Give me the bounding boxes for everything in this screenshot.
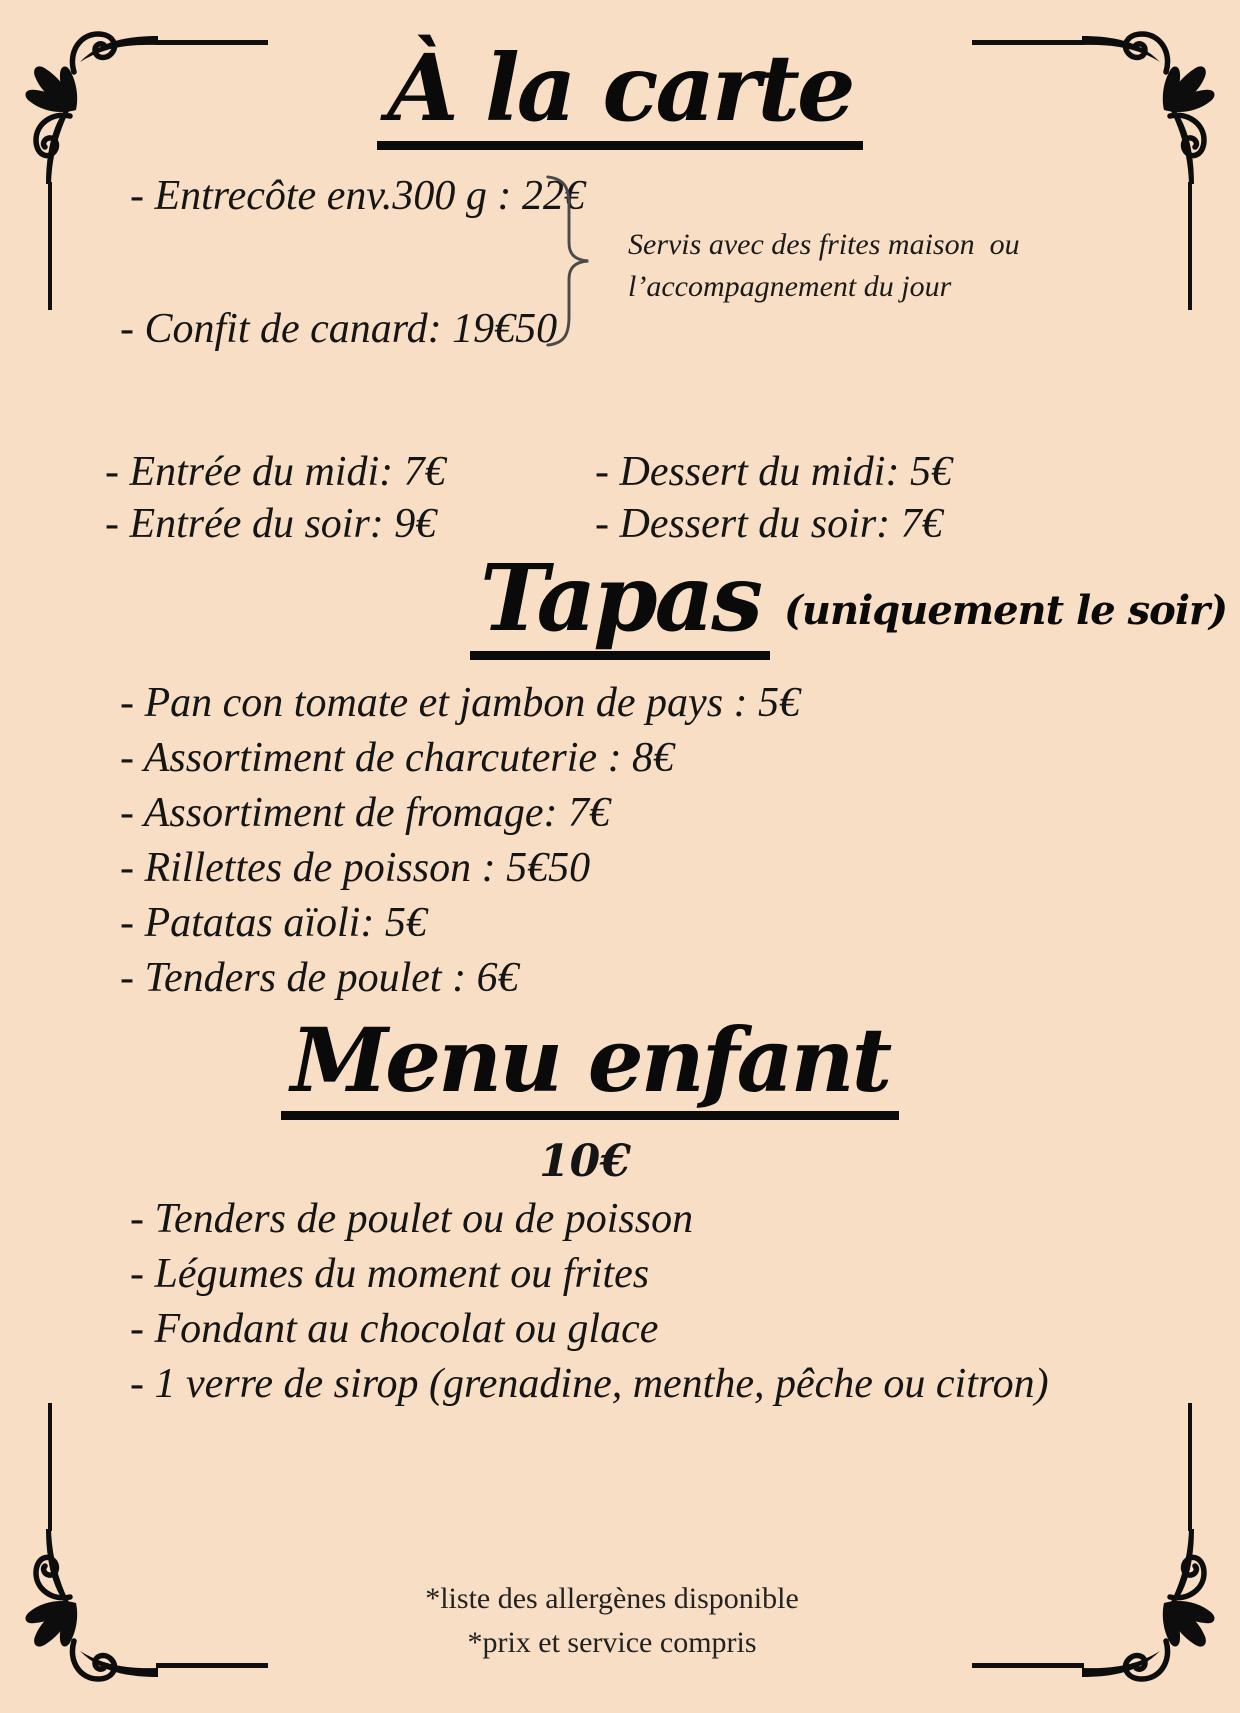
border-line-right-lower [1188, 1403, 1192, 1531]
section-a-la-carte-header [0, 34, 1240, 150]
menu-item-entree-soir: - Entrée du soir: 9€ [105, 501, 437, 547]
menu-enfant-title: Menu enfant [281, 1012, 899, 1120]
menu-enfant-list [130, 1192, 1049, 1412]
menu-item-entree-midi: - Entrée du midi: 7€ [105, 449, 446, 495]
section-tapas-header [0, 544, 1240, 660]
tapas-subtitle: (uniquement le soir) [784, 587, 1228, 635]
tapas-item: - Pan con tomate et jambon de pays : 5€ [120, 680, 801, 726]
footer-allergens-note: *liste des allergènes disponible [425, 1582, 799, 1615]
menu-item-confit: - Confit de canard: 19€50 [120, 306, 558, 352]
menu-item-dessert-soir: - Dessert du soir: 7€ [595, 501, 943, 547]
border-line-left-upper [48, 182, 52, 310]
menu-item-entrecote: - Entrecôte env.300 g : 22€ [130, 173, 585, 219]
tapas-item: - Assortiment de charcuterie : 8€ [120, 735, 675, 781]
tapas-item: - Tenders de poulet : 6€ [120, 955, 519, 1001]
menu-item-dessert-midi: - Dessert du midi: 5€ [595, 449, 952, 495]
menu-enfant-item: - Légumes du moment ou frites [130, 1251, 650, 1297]
menu-enfant-item: - 1 verre de sirop (grenadine, menthe, pêche ou citron) [130, 1361, 1049, 1407]
border-line-bottom-right [972, 1663, 1084, 1668]
brace-note-line1: Servis avec des frites maison ou [628, 228, 1020, 261]
tapas-list [120, 676, 800, 1006]
brace-note-line2: l’accompagnement du jour [628, 270, 952, 303]
border-line-right-upper [1188, 182, 1192, 310]
tapas-title-text: Tapas [479, 544, 760, 652]
menu-enfant-item: - Tenders de poulet ou de poisson [130, 1196, 694, 1242]
border-line-bottom-left [156, 1663, 268, 1668]
tapas-item: - Patatas aïoli: 5€ [120, 900, 427, 946]
tapas-item: - Rillettes de poisson : 5€50 [120, 845, 591, 891]
border-line-left-lower [48, 1403, 52, 1531]
menu-enfant-price: 10€ [539, 1136, 631, 1187]
menu-enfant-item: - Fondant au chocolat ou glace [130, 1306, 659, 1352]
a-la-carte-title: À la carte [377, 38, 862, 150]
tapas-item: - Assortiment de fromage: 7€ [120, 790, 610, 836]
footer-service-note: *prix et service compris [467, 1626, 757, 1659]
tapas-title [470, 544, 1228, 660]
section-menu-enfant-header [0, 1008, 1210, 1120]
